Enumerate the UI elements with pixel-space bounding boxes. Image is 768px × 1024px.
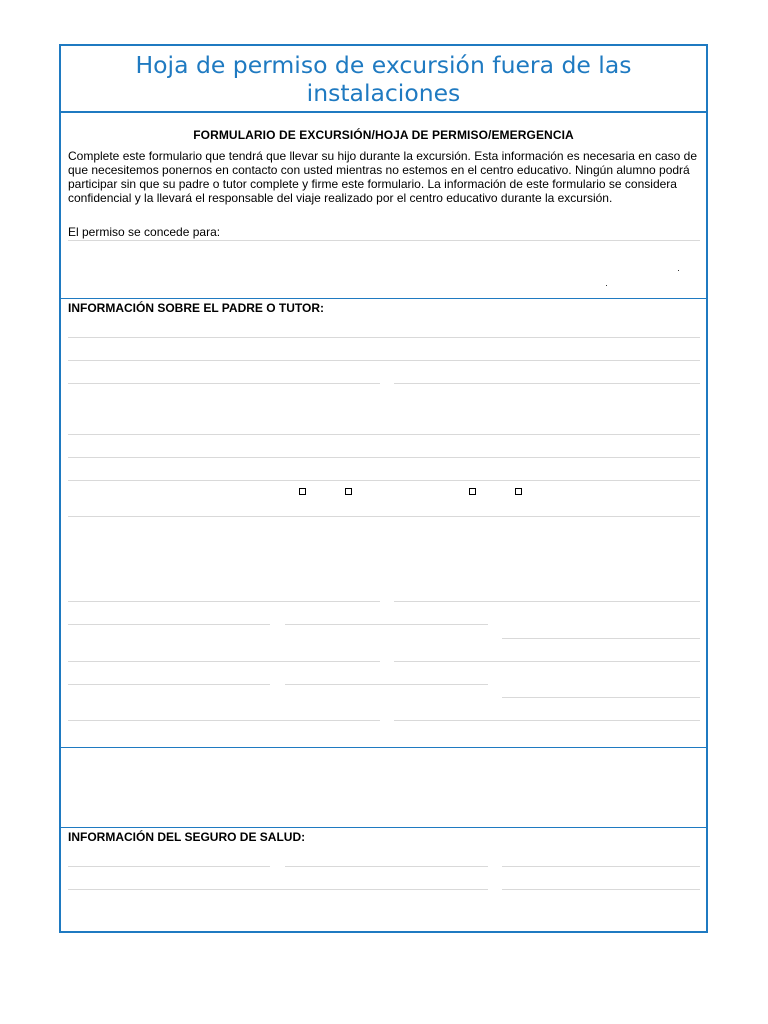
field-marker bbox=[678, 270, 679, 271]
checkbox[interactable] bbox=[515, 488, 522, 495]
permit-label: El permiso se concede para: bbox=[68, 225, 221, 239]
checkbox[interactable] bbox=[299, 488, 306, 495]
parent-field-line[interactable] bbox=[68, 684, 270, 685]
parent-field-line[interactable] bbox=[68, 720, 380, 721]
parent-field-line[interactable] bbox=[68, 383, 380, 384]
parent-field-line[interactable] bbox=[68, 624, 270, 625]
parent-field-line[interactable] bbox=[68, 457, 700, 458]
parent-field-line[interactable] bbox=[285, 684, 488, 685]
field-marker bbox=[606, 285, 607, 286]
parent-field-line[interactable] bbox=[68, 516, 700, 517]
insurance-section-title: INFORMACIÓN DEL SEGURO DE SALUD: bbox=[68, 830, 306, 844]
parent-field-line[interactable] bbox=[68, 360, 700, 361]
title-box bbox=[61, 46, 706, 113]
insurance-field-line[interactable] bbox=[68, 866, 270, 867]
parent-field-line[interactable] bbox=[68, 480, 700, 481]
checkbox[interactable] bbox=[469, 488, 476, 495]
parent-field-line[interactable] bbox=[502, 638, 700, 639]
parent-field-line[interactable] bbox=[68, 434, 700, 435]
form-heading: FORMULARIO DE EXCURSIÓN/HOJA DE PERMISO/EMERGENCIA bbox=[193, 128, 574, 142]
parent-field-line[interactable] bbox=[68, 661, 380, 662]
parent-field-line[interactable] bbox=[502, 697, 700, 698]
insurance-field-line[interactable] bbox=[68, 889, 488, 890]
intro-section bbox=[61, 113, 706, 299]
parent-section bbox=[61, 299, 706, 748]
parent-field-line[interactable] bbox=[285, 624, 488, 625]
permission-form bbox=[59, 44, 708, 933]
checkbox[interactable] bbox=[345, 488, 352, 495]
insurance-field-line[interactable] bbox=[502, 866, 700, 867]
document-title: Hoja de permiso de excursión fuera de las instalaciones bbox=[135, 51, 632, 107]
instructions-text: Complete este formulario que tendrá que llevar su hijo durante la excursión. Esta información es necesaria en caso de que necesitemos ponernos en contacto con usted mientras no estemos en el centro educativo. Ningún alumno podrá participar sin que su padre o tutor complete y firme este formulario. La información de este formulario se considera confidencial y la llevará el responsable del viaje realizado por el centro educativo durante la excursión. bbox=[68, 149, 698, 205]
parent-field-line[interactable] bbox=[394, 661, 700, 662]
parent-field-line[interactable] bbox=[394, 601, 700, 602]
parent-field-line[interactable] bbox=[68, 337, 700, 338]
insurance-field-line[interactable] bbox=[502, 889, 700, 890]
blank-section bbox=[61, 748, 706, 828]
insurance-field-line[interactable] bbox=[285, 866, 488, 867]
permit-field-line[interactable] bbox=[68, 240, 700, 241]
parent-section-title: INFORMACIÓN SOBRE EL PADRE O TUTOR: bbox=[68, 301, 325, 315]
parent-field-line[interactable] bbox=[394, 720, 700, 721]
parent-field-line[interactable] bbox=[394, 383, 700, 384]
parent-field-line[interactable] bbox=[68, 601, 380, 602]
insurance-section bbox=[61, 828, 706, 931]
